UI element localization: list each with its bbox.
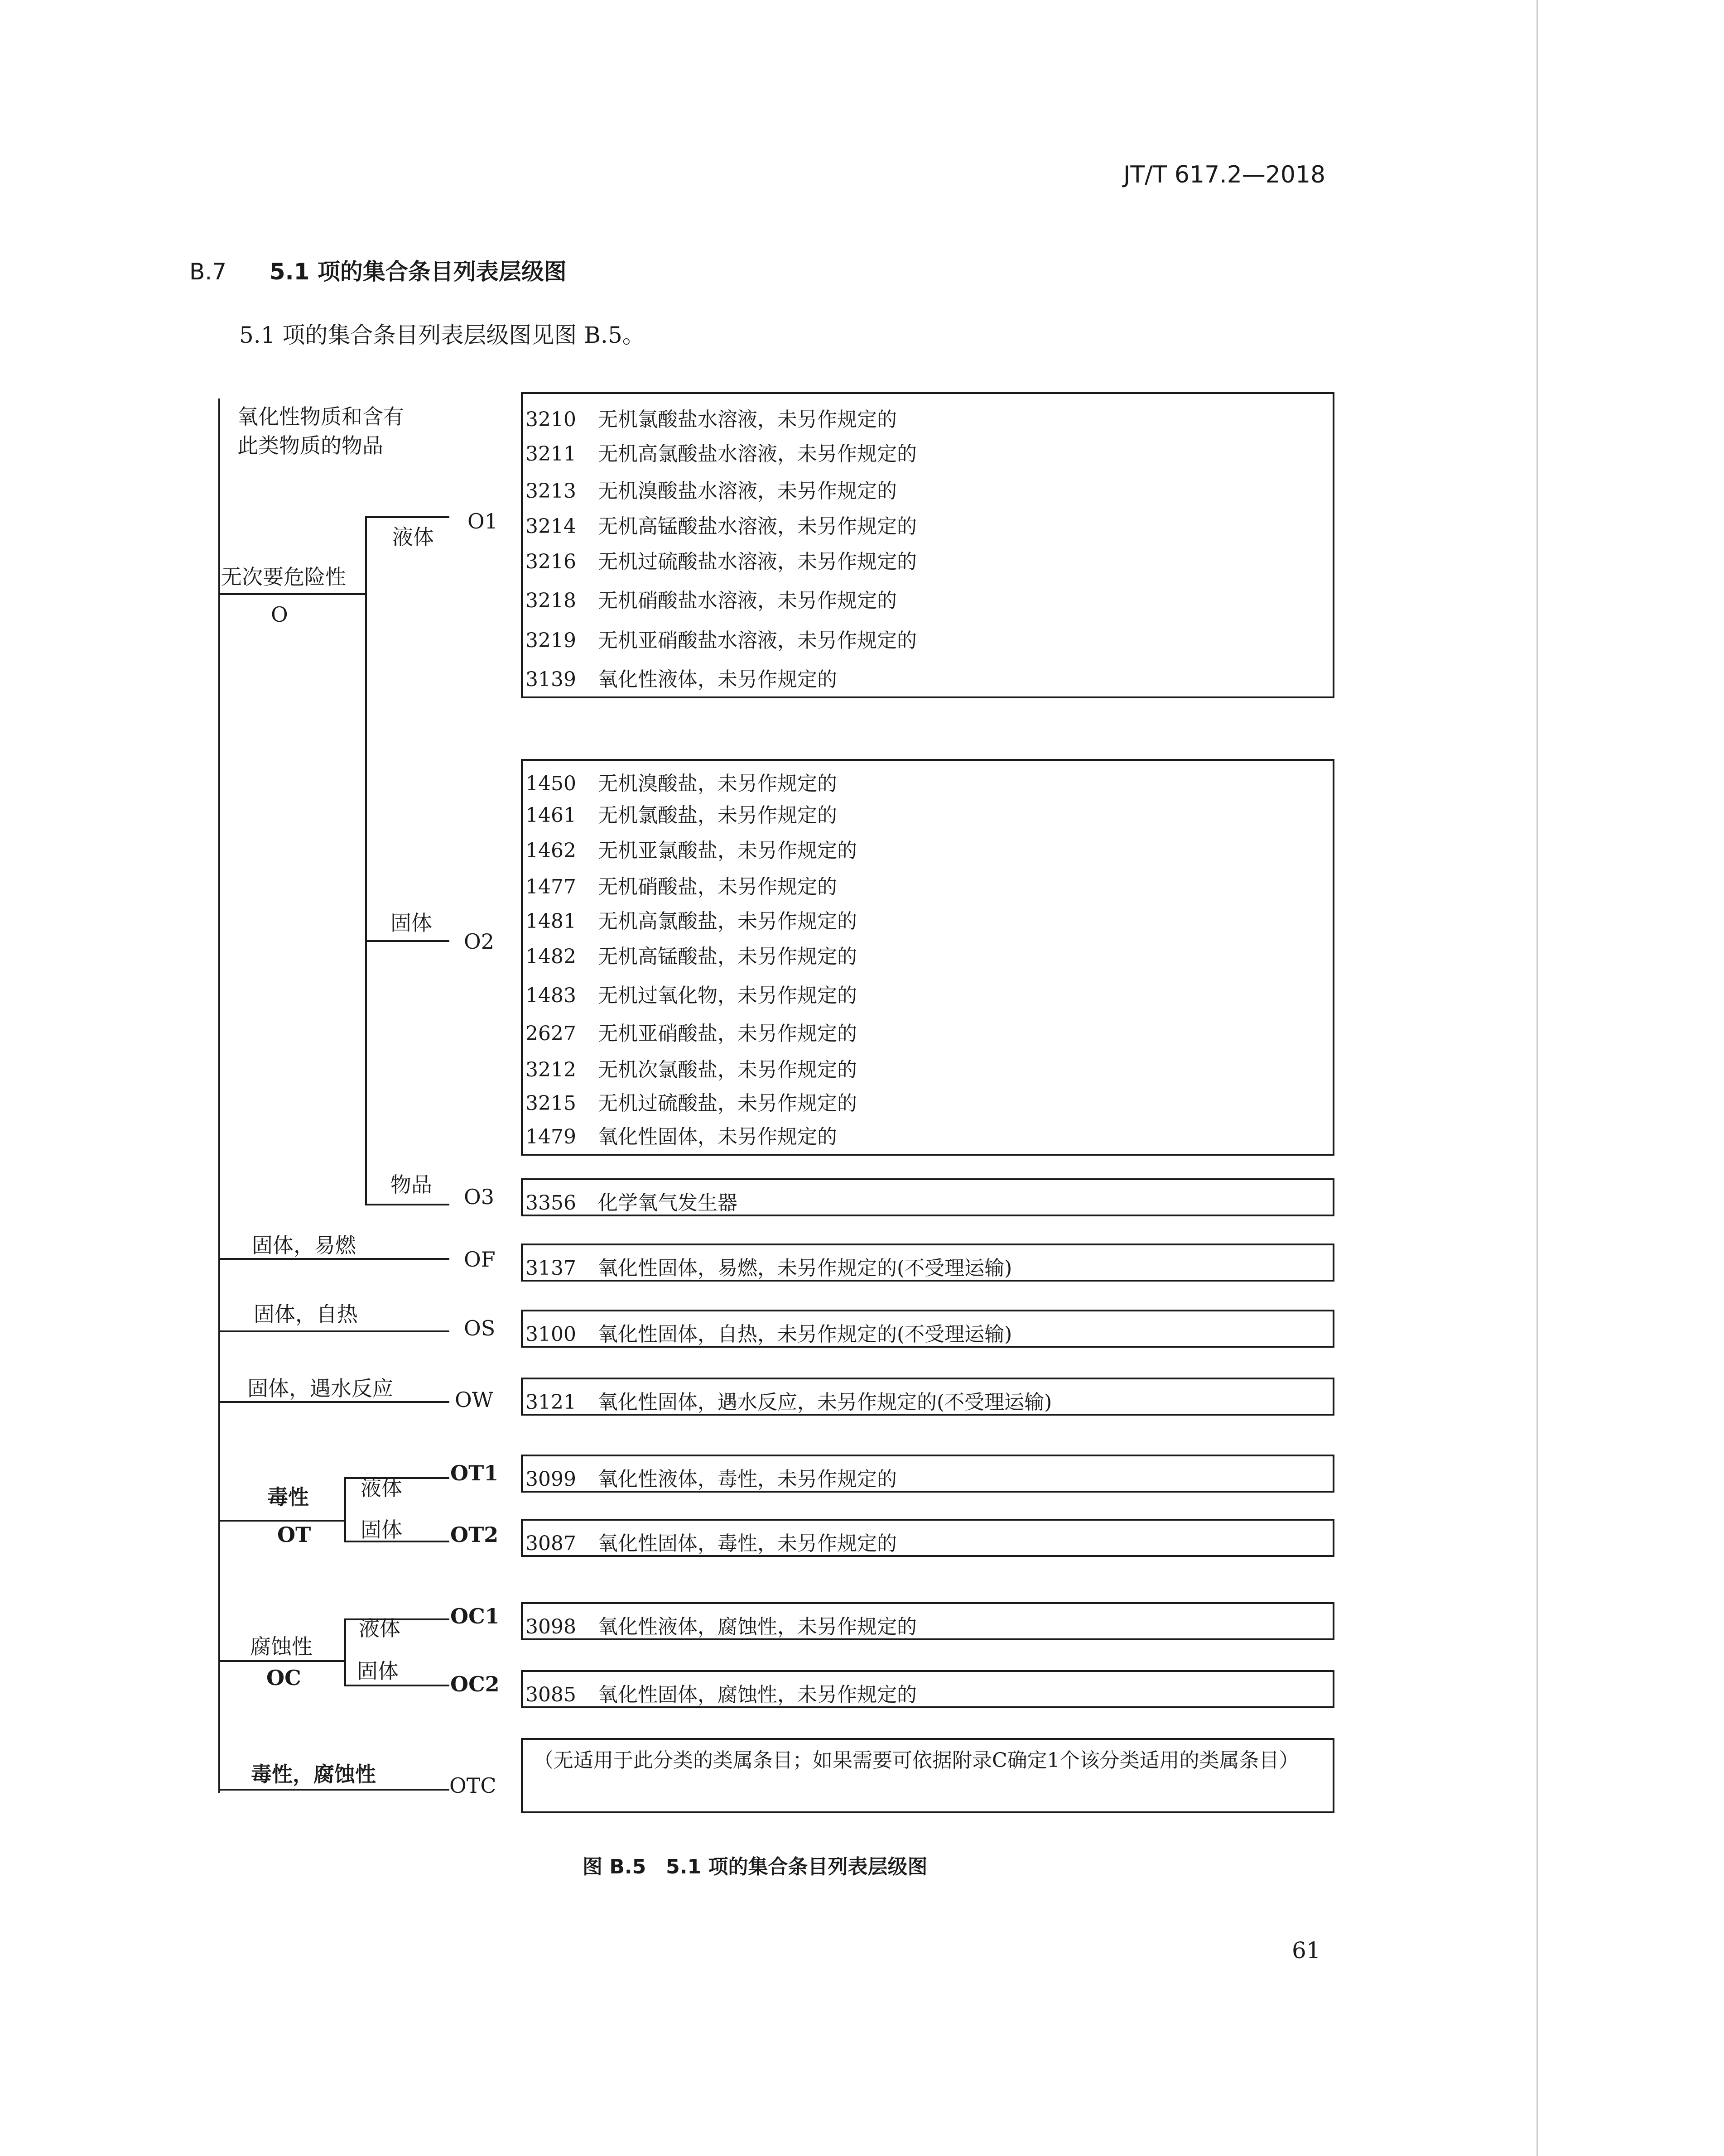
o3-entry: 3356 化学氧气发生器 [525,1191,737,1215]
section-title: 5.1 项的集合条目列表层级图 [269,259,567,285]
branch-o-line [218,593,366,595]
oc-sub-trunk [344,1618,346,1685]
oc2-entry: 3085 氧化性固体，腐蚀性，未另作规定的 [525,1683,917,1706]
ot1-entry-box [521,1455,1334,1493]
o1-entry: 3211 无机高氯酸盐水溶液，未另作规定的 [525,442,917,466]
o1-entry: 3213 无机溴酸盐水溶液，未另作规定的 [525,480,897,503]
o2-code: O2 [464,929,494,954]
oc1-code: OC1 [450,1604,500,1628]
section-number: B.7 [189,259,227,285]
o1-liquid-label: 液体 [392,525,434,549]
oc2-solid-label: 固体 [357,1659,399,1683]
ot1-entry: 3099 氧化性液体，毒性，未另作规定的 [525,1468,897,1491]
o1-entry-box [521,392,1334,698]
o2-entry: 1477 无机硝酸盐，未另作规定的 [525,875,837,898]
branch-o-label: 无次要危险性 [221,565,346,589]
oc2-code: OC2 [450,1672,500,1696]
ot-sub-trunk [344,1477,346,1541]
o1-entry: 3210 无机氯酸盐水溶液，未另作规定的 [525,408,897,431]
oc2-line [344,1685,449,1686]
o-sub-trunk [365,516,367,1205]
branch-ot-label: 毒性 [267,1485,309,1509]
ot2-solid-label: 固体 [361,1517,402,1542]
ot1-code: OT1 [450,1461,499,1485]
trunk-line [218,399,220,1793]
branch-otc-label: 毒性，腐蚀性 [251,1762,376,1786]
page-number: 61 [1292,1937,1321,1964]
o1-entry: 3216 无机过硫酸盐水溶液，未另作规定的 [525,550,917,573]
standard-code: JT/T 617.2—2018 [1123,161,1326,188]
oc1-entry-box [521,1602,1334,1640]
branch-oc-code: OC [266,1666,301,1690]
branch-ot-code: OT [277,1522,311,1547]
o1-entry: 3218 无机硝酸盐水溶液，未另作规定的 [525,589,897,612]
os-entry-box [521,1310,1334,1348]
branch-of-label: 固体，易燃 [252,1233,356,1258]
ot1-liquid-label: 液体 [361,1476,402,1500]
o3-code: O3 [464,1185,494,1209]
of-entry-box [521,1244,1334,1282]
branch-os-label: 固体，自热 [254,1302,358,1326]
section-heading [189,254,567,286]
root-label-line2: 此类物质的物品 [237,433,383,458]
root-label-line1: 氧化性物质和含有 [237,404,404,429]
os-line [218,1330,449,1332]
otc-note-box [521,1738,1334,1813]
of-code: OF [464,1247,496,1272]
ot2-code: OT2 [450,1522,499,1547]
branch-ot-line [218,1520,345,1522]
o1-code: O1 [467,509,498,533]
branch-oc-line [218,1660,345,1662]
branch-oc-label: 腐蚀性 [250,1634,313,1659]
o2-line [365,940,449,942]
o2-entry: 1482 无机高锰酸盐，未另作规定的 [525,945,857,968]
otc-note: （无适用于此分类的类属条目；如果需要可依据附录C确定1个该分类适用的类属条目） [534,1749,1299,1772]
o2-solid-label: 固体 [390,911,432,935]
o3-line [365,1204,449,1205]
o2-entry-box [521,759,1334,1156]
oc1-liquid-label: 液体 [359,1616,400,1641]
page-margin-line [1536,0,1538,2156]
ow-entry: 3121 氧化性固体，遇水反应，未另作规定的(不受理运输) [525,1391,1052,1414]
branch-ow-label: 固体，遇水反应 [247,1376,393,1401]
o2-entry: 1462 无机亚氯酸盐，未另作规定的 [525,839,857,862]
intro-paragraph: 5.1 项的集合条目列表层级图见图 B.5。 [239,322,645,348]
ot2-entry: 3087 氧化性固体，毒性，未另作规定的 [525,1532,897,1555]
ow-entry-box [521,1378,1334,1416]
figure-caption: 图 B.5 5.1 项的集合条目列表层级图 [583,1855,928,1878]
os-code: OS [464,1316,496,1340]
ow-code: OW [455,1388,493,1412]
o1-entry: 3139 氧化性液体，未另作规定的 [525,668,837,691]
o2-entry: 1450 无机溴酸盐，未另作规定的 [525,772,837,795]
o3-article-label: 物品 [390,1172,432,1197]
o2-entry: 3215 无机过硫酸盐，未另作规定的 [525,1092,857,1115]
o2-entry: 1479 氧化性固体，未另作规定的 [525,1125,837,1148]
otc-line [218,1789,449,1791]
o1-entry: 3219 无机亚硝酸盐水溶液，未另作规定的 [525,629,917,652]
o2-entry: 1461 无机氯酸盐，未另作规定的 [525,804,837,827]
o2-entry: 1483 无机过氧化物，未另作规定的 [525,984,857,1007]
os-entry: 3100 氧化性固体，自热，未另作规定的(不受理运输) [525,1323,1012,1346]
o2-entry: 1481 无机高氯酸盐，未另作规定的 [525,910,857,933]
oc1-entry: 3098 氧化性液体，腐蚀性，未另作规定的 [525,1615,917,1638]
o2-entry: 3212 无机次氯酸盐，未另作规定的 [525,1058,857,1081]
of-entry: 3137 氧化性固体，易燃，未另作规定的(不受理运输) [525,1257,1012,1280]
o1-entry: 3214 无机高锰酸盐水溶液，未另作规定的 [525,515,917,538]
o1-line [365,516,449,518]
o3-entry-box [521,1178,1334,1216]
otc-code: OTC [449,1773,496,1798]
branch-o-code: O [271,602,288,627]
oc2-entry-box [521,1670,1334,1708]
o2-entry: 2627 无机亚硝酸盐，未另作规定的 [525,1022,857,1045]
ot2-entry-box [521,1519,1334,1557]
